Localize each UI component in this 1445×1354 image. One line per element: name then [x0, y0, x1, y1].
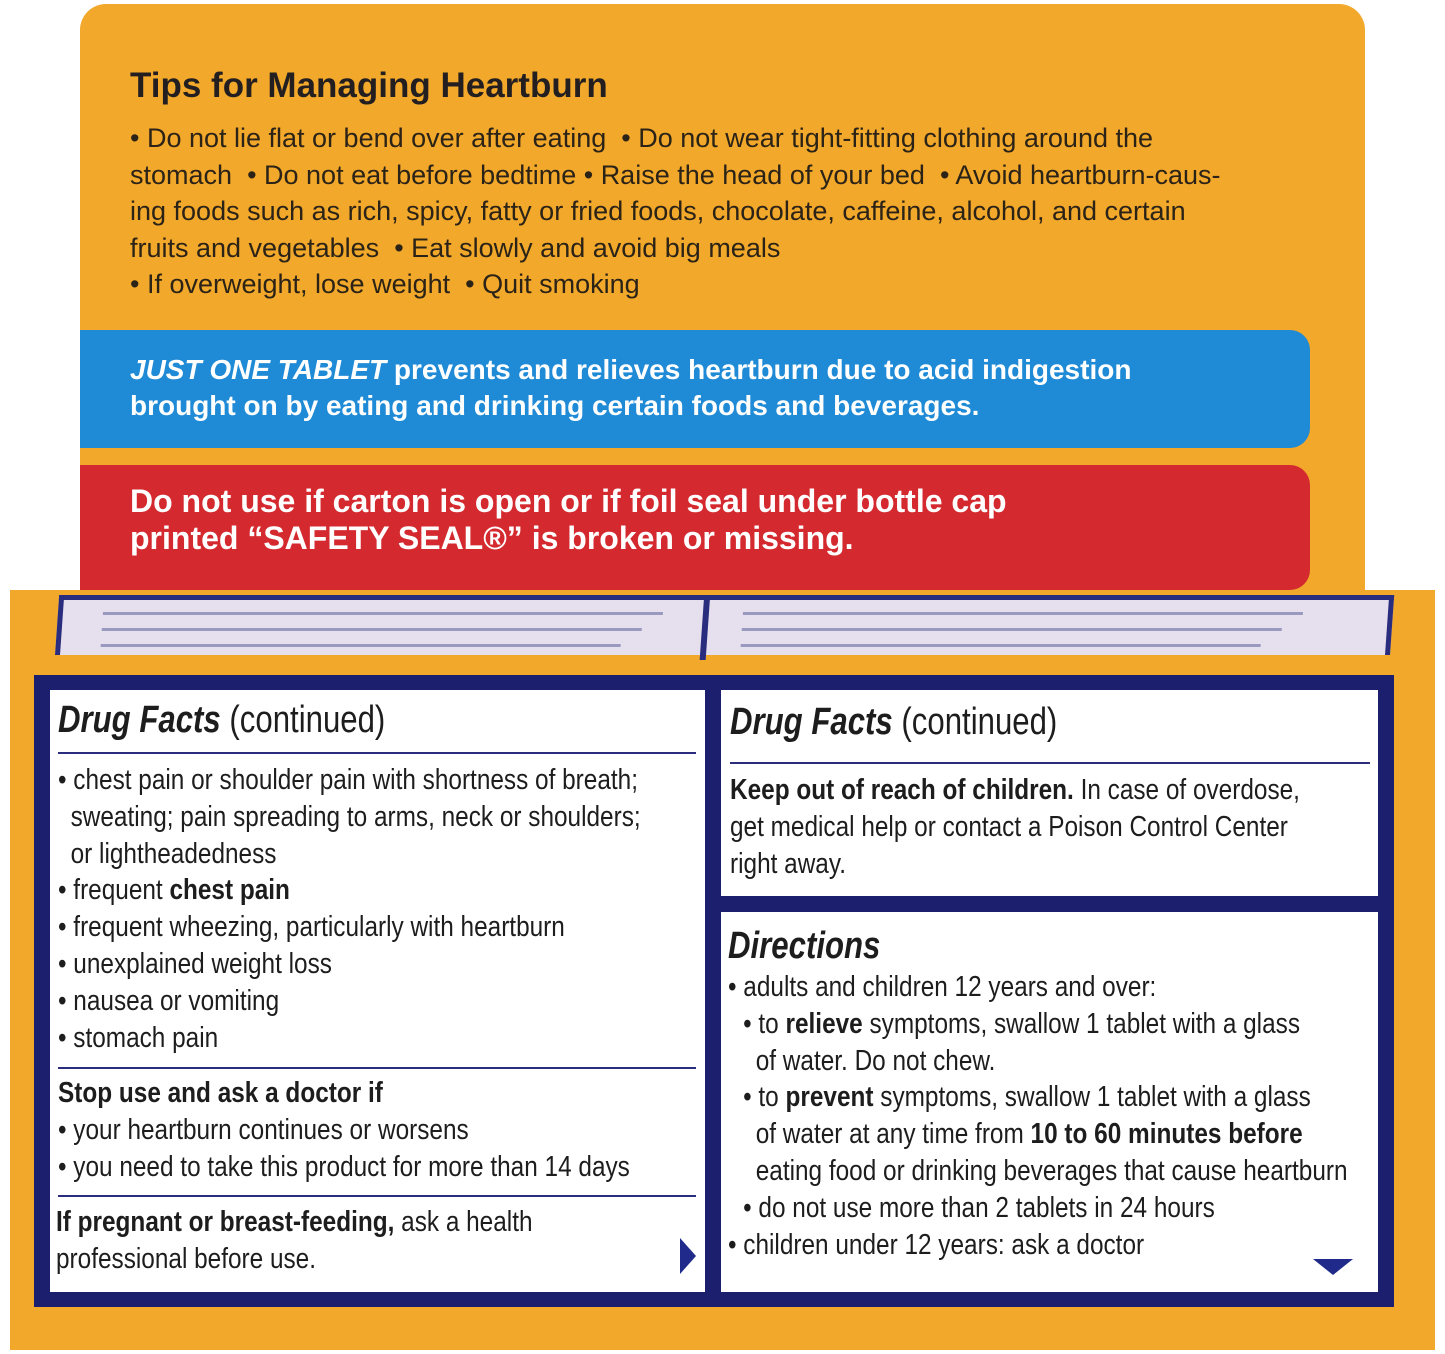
lid-print-line: [741, 644, 1261, 647]
drug-facts-panel-right-top: [721, 690, 1378, 896]
lid-print-line: [103, 612, 663, 615]
directions-title: Directions: [728, 925, 881, 967]
carton-top-edge: [55, 595, 1394, 655]
tip-item: • Avoid heartburn-caus-: [939, 159, 1221, 190]
tip-item: • Do not lie flat or bend over after eating: [130, 123, 607, 153]
continue-arrow-down-icon: [1313, 1259, 1353, 1275]
section-rule: [58, 752, 696, 754]
stop-use-section: Stop use and ask a doctor if • your heartburn continues or worsens • you need to take this product for more than 14 days: [58, 1077, 630, 1183]
tip-item: ing foods such as rich, spicy, fatty or fried foods, chocolate, caffeine, alcohol, and certain: [130, 196, 1186, 226]
section-rule: [58, 1195, 696, 1197]
directions-panel: [721, 912, 1378, 1292]
directions-list: • adults and children 12 years and over: • to relieve symptoms, swallow 1 tablet with a glass of water. Do not chew. • to prevent symptoms, swallow 1 tablet with a glass of water at any time from 10 to 60 minutes before eating food or drinking beverages that cause heartburn • do not use more than 2 tablets in 24 hours • children under 12 years: ask a doctor: [728, 971, 1348, 1261]
lid-print-line: [102, 628, 642, 631]
tip-item: • Do not wear tight-fitting clothing around the: [621, 123, 1154, 153]
warning-text: Do not use if carton is open or if foil seal under bottle cap: [130, 483, 1007, 519]
warning-band: [80, 465, 1310, 590]
tip-item: • If overweight, lose weight: [130, 269, 451, 299]
benefit-emphasis: JUST ONE TABLET: [130, 354, 387, 385]
warning-text: printed “SAFETY SEAL®” is broken or missing.: [130, 520, 854, 556]
tip-item: • Quit smoking: [465, 269, 640, 299]
benefit-text: brought on by eating and drinking certain foods and beverages.: [130, 390, 980, 421]
tips-title: Tips for Managing Heartburn: [130, 66, 608, 105]
drug-facts-title: Drug Facts (continued): [58, 699, 386, 741]
drug-facts-panel-left: [50, 690, 705, 1292]
tip-item: • Eat slowly and avoid big meals: [394, 232, 781, 263]
section-rule: [58, 1067, 696, 1069]
keep-out-section: Keep out of reach of children. In case of overdose, get medical help or contact a Poison Control Center right away.: [730, 774, 1300, 880]
pregnancy-section: If pregnant or breast-feeding, ask a health professional before use.: [56, 1206, 533, 1275]
lid-print-line: [742, 628, 1282, 631]
tip-item: • Raise the head of your bed: [583, 159, 925, 190]
lid-print-line: [101, 644, 621, 647]
lid-print-line: [743, 612, 1303, 615]
tip-item: fruits and vegetables: [130, 232, 380, 263]
stop-use-heading: Stop use and ask a doctor if: [58, 1077, 383, 1109]
condition-list: • chest pain or shoulder pain with shortness of breath; sweating; pain spreading to arms, neck or shoulders; or lightheadedness • frequent chest pain • frequent wheezing, particularly with heartburn • unexplained weight loss • nausea or vomiting • stomach pain: [58, 764, 641, 1054]
continue-arrow-icon: [680, 1238, 696, 1274]
benefit-band: [80, 330, 1310, 448]
tips-list: [130, 120, 1280, 303]
section-rule: [730, 762, 1370, 764]
lid-divider: [700, 600, 710, 660]
benefit-text: prevents and relieves heartburn due to acid indigestion: [386, 354, 1132, 385]
tip-item: stomach: [130, 159, 233, 190]
drug-facts-title: Drug Facts (continued): [730, 701, 1058, 743]
tip-item: • Do not eat before bedtime: [247, 159, 577, 190]
